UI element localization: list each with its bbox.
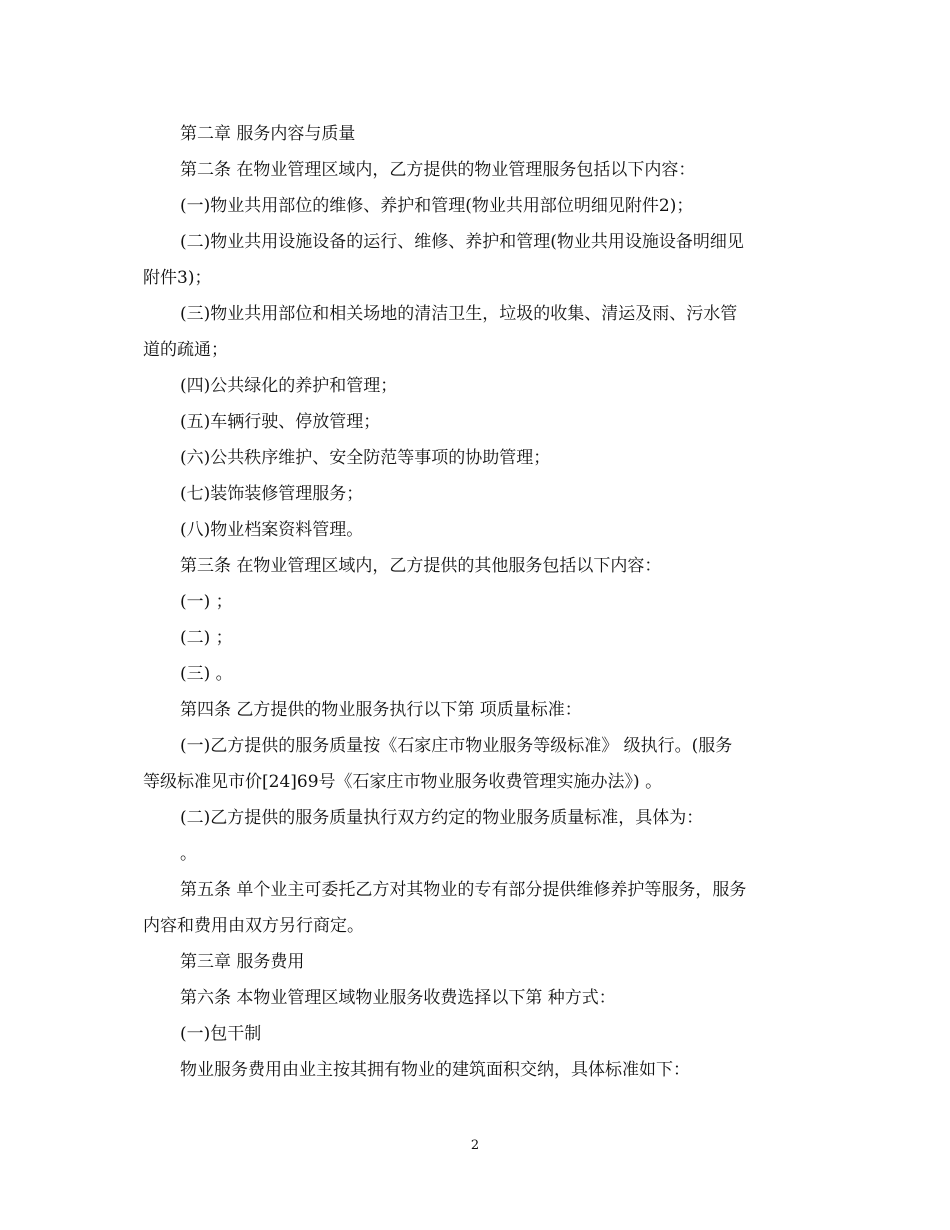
text-line: (二)物业共用设施设备的运行、维修、养护和管理(物业共用设施设备明细见	[180, 232, 744, 252]
text-line: (一)物业共用部位的维修、养护和管理(物业共用部位明细见附件2)；	[180, 196, 694, 216]
text-line: (三) 。	[180, 664, 233, 684]
text-line: 等级标准见市价[24]69号《石家庄市物业服务收费管理实施办法》) 。	[143, 772, 663, 792]
text-line: (六)公共秩序维护、安全防范等事项的协助管理；	[180, 448, 551, 468]
text-line: (三)物业共用部位和相关场地的清洁卫生，垃圾的收集、清运及雨、污水管	[180, 304, 738, 324]
text-line: (五)车辆行驶、停放管理；	[180, 412, 381, 432]
text-line: (二)乙方提供的服务质量执行双方约定的物业服务质量标准，具体为：	[180, 808, 704, 828]
text-line: 物业服务费用由业主按其拥有物业的建筑面积交纳，具体标准如下：	[180, 1060, 690, 1080]
page-number: 2	[470, 1138, 480, 1153]
text-line: 道的疏通；	[143, 340, 228, 360]
text-line: 第三条 在物业管理区域内，乙方提供的其他服务包括以下内容：	[180, 556, 662, 576]
text-line: 第三章 服务费用	[180, 952, 305, 972]
text-line: 第四条 乙方提供的物业服务执行以下第 项质量标准：	[180, 700, 582, 720]
text-line: 。	[180, 844, 197, 864]
text-line: 内容和费用由双方另行商定。	[143, 916, 364, 936]
text-line: 第二章 服务内容与质量	[180, 124, 356, 144]
text-line: 附件3)；	[143, 268, 212, 288]
text-line: 第六条 本物业管理区域物业服务收费选择以下第 种方式：	[180, 988, 616, 1008]
text-line: (七)装饰装修管理服务；	[180, 484, 364, 504]
text-line: (八)物业档案资料管理。	[180, 520, 364, 540]
text-line: (二) ；	[180, 628, 233, 648]
text-line: (一)乙方提供的服务质量按《石家庄市物业服务等级标准》 级执行。(服务	[180, 736, 733, 756]
text-line: (一)包干制	[180, 1024, 262, 1044]
text-line: 第二条 在物业管理区域内，乙方提供的物业管理服务包括以下内容：	[180, 160, 696, 180]
document-body	[143, 116, 807, 1088]
text-line: (四)公共绿化的养护和管理；	[180, 376, 398, 396]
text-line: (一) ；	[180, 592, 233, 612]
text-line: 第五条 单个业主可委托乙方对其物业的专有部分提供维修养护等服务，服务	[180, 880, 747, 900]
